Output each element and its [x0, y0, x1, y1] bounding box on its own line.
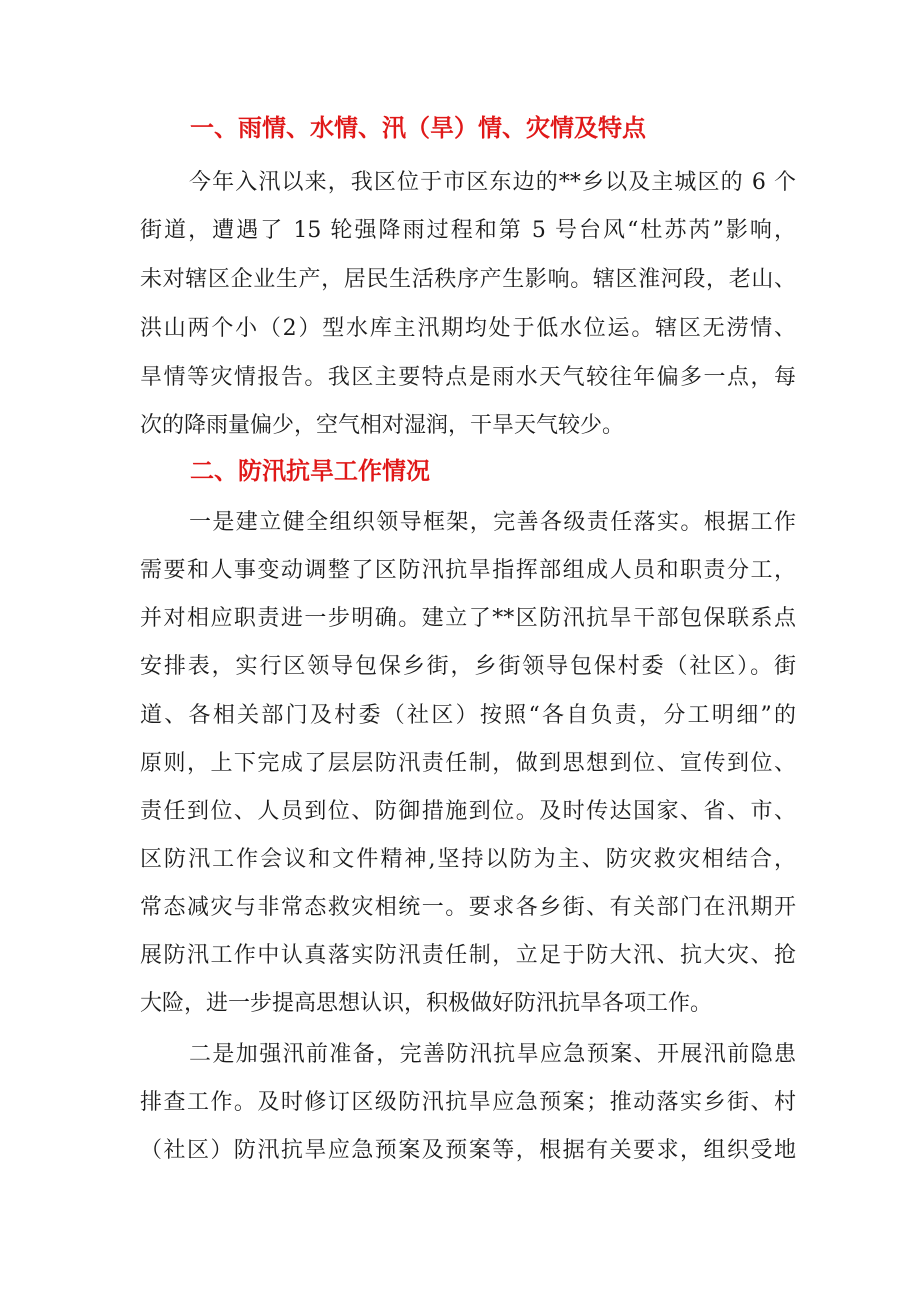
paragraph-line: 需要和人事变动调整了区防汛抗旱指挥部组成人员和职责分工，: [140, 558, 796, 583]
paragraph-line: 大险，进一步提高思想认识，积极做好防汛抗旱各项工作。: [140, 991, 713, 1016]
paragraph-line: 二是加强汛前准备，完善防汛抗旱应急预案、开展汛前隐患: [189, 1042, 796, 1067]
paragraph-line: 道、各相关部门及村委（社区）按照“各自负责，分工明细”的: [140, 703, 796, 728]
paragraph-line: 区防汛工作会议和文件精神,坚持以防为主、防灾救灾相结合，: [140, 847, 796, 872]
paragraph-line: 未对辖区企业生产，居民生活秩序产生影响。辖区淮河段，老山、: [140, 267, 796, 292]
paragraph-line: 一是建立健全组织领导框架，完善各级责任落实。根据工作: [189, 510, 796, 535]
section-heading-2: 二、防汛抗旱工作情况: [190, 457, 430, 485]
section-heading-1: 一、雨情、水情、汛（旱）情、灾情及特点: [190, 114, 646, 142]
paragraph-line: 排查工作。及时修订区级防汛抗旱应急预案；推动落实乡街、村: [140, 1090, 796, 1115]
paragraph-line: 责任到位、人员到位、防御措施到位。及时传达国家、省、市、: [140, 799, 796, 824]
paragraph-line: 原则，上下完成了层层防汛责任制，做到思想到位、宣传到位、: [140, 751, 796, 776]
paragraph-line: 街道，遭遇了 15 轮强降雨过程和第 5 号台风“杜苏芮”影响，: [140, 218, 796, 243]
paragraph-line: 今年入汛以来，我区位于市区东边的**乡以及主城区的 6 个: [189, 170, 796, 195]
paragraph-line: 洪山两个小（2）型水库主汛期均处于低水位运。辖区无涝情、: [140, 316, 796, 341]
paragraph-line: 旱情等灾情报告。我区主要特点是雨水天气较往年偏多一点，每: [140, 365, 796, 390]
paragraph-line: 安排表，实行区领导包保乡街，乡街领导包保村委（社区）。街: [140, 654, 796, 679]
paragraph-line: 展防汛工作中认真落实防汛责任制，立足于防大汛、抗大灾、抢: [140, 943, 796, 968]
paragraph-line: 并对相应职责进一步明确。建立了**区防汛抗旱干部包保联系点: [140, 606, 796, 631]
paragraph-line: 常态减灾与非常态救灾相统一。要求各乡街、有关部门在汛期开: [140, 895, 796, 920]
paragraph-line: （社区）防汛抗旱应急预案及预案等，根据有关要求，组织受地: [140, 1138, 796, 1163]
paragraph-line: 次的降雨量偏少，空气相对湿润，干旱天气较少。: [140, 413, 625, 438]
